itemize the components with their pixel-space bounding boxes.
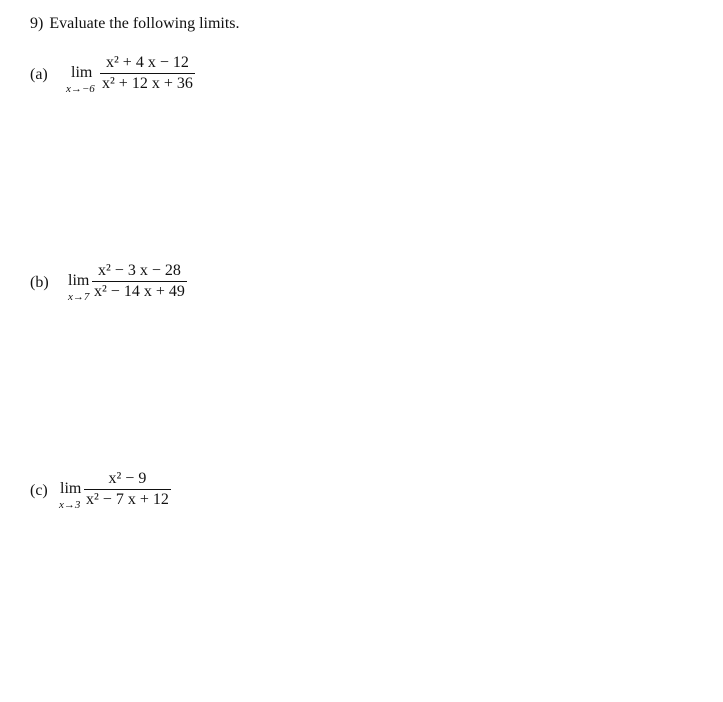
fraction-numerator: x² + 4 x − 12 [106,54,189,71]
problem-label: (a) [30,66,48,83]
problem-label: (b) [30,274,49,291]
fraction-numerator: x² − 9 [108,470,147,487]
limit-approach: x→−6 [66,83,95,95]
fraction-denominator: x² − 14 x + 49 [94,283,185,300]
limit-approach: x→3 [59,499,81,511]
question-number: 9) [30,15,44,32]
limit-operator: lim [68,272,90,289]
limit-fraction [100,55,195,92]
problem-label: (c) [30,482,48,499]
question-instruction: Evaluate the following limits. [49,15,240,32]
fraction-denominator: x² + 12 x + 36 [102,75,193,92]
limit-operator: lim [71,64,93,81]
limit-approach: x→7 [68,291,90,303]
question-heading [30,15,240,33]
fraction-numerator: x² − 3 x − 28 [98,262,181,279]
limit-operator: lim [60,480,82,497]
limit-fraction [92,263,187,300]
limit-fraction [84,471,171,508]
fraction-denominator: x² − 7 x + 12 [86,491,169,508]
